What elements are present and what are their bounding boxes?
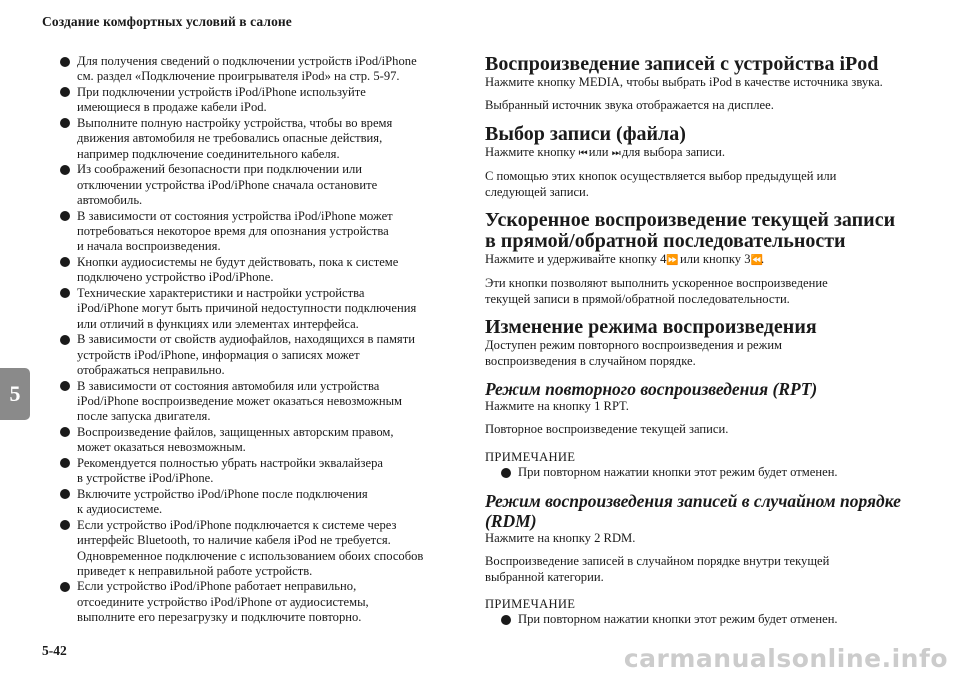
left-column (58, 54, 458, 626)
paragraph (485, 169, 925, 200)
bullet-line: может оказаться невозможным. (77, 440, 246, 455)
bullet-icon (60, 87, 70, 97)
paragraph: Нажмите на кнопку 2 RDM. (485, 530, 636, 545)
bullet-line: Одновременное подключение с использованием обоих способов (77, 548, 424, 563)
bullet-item (58, 85, 458, 116)
text-span: Нажмите и удерживайте кнопку 4 (485, 252, 667, 267)
bullet-line: отображаться неправильно. (77, 363, 225, 378)
note-label: ПРИМЕЧАНИЕ (485, 596, 576, 611)
bullet-line: В зависимости от свойств аудиофайлов, находящихся в памяти (77, 332, 415, 347)
bullet-line: Если устройство iPod/iPhone подключается к системе через (77, 517, 397, 532)
bullet-item (58, 255, 458, 286)
bullet-line: Воспроизведение файлов, защищенных авторским правом, (77, 424, 394, 439)
bullet-line: отсоедините устройство iPod/iPhone от аудиосистемы, (77, 594, 369, 609)
text-line: Воспроизведение записей в случайном порядке внутри текущей (485, 554, 830, 569)
text-span: Нажмите кнопку (485, 144, 576, 159)
paragraph: Выбранный источник звука отображается на дисплее. (485, 98, 774, 113)
note-text: При повторном нажатии кнопки этот режим будет отменен. (518, 612, 838, 627)
bullet-item (58, 162, 458, 208)
paragraph (485, 252, 925, 268)
chapter-number: 5 (9, 381, 21, 406)
bullet-line: в устройстве iPod/iPhone. (77, 471, 214, 486)
section-title-fast-playback (485, 210, 925, 252)
bullet-line: iPod/iPhone воспроизведение может оказаться невозможным (77, 393, 403, 408)
title-line: Ускоренное воспроизведение текущей записи (485, 209, 896, 232)
bullet-line: Из соображений безопасности при подключении или (77, 162, 363, 177)
bullet-icon (60, 118, 70, 128)
paragraph (485, 276, 925, 307)
page-header: Создание комфортных условий в салоне (42, 14, 292, 29)
rewind-icon: ⏪ (750, 255, 761, 267)
bullet-line: выполните его перезагрузку и подключите повторно. (77, 610, 362, 625)
bullet-line: или отличий в функциях или элементах интерфейса. (77, 316, 359, 331)
bullet-icon (60, 288, 70, 298)
bullet-line: В зависимости от состояния устройства iPod/iPhone может (77, 208, 393, 223)
note-text: При повторном нажатии кнопки этот режим будет отменен. (518, 465, 838, 480)
bullet-line: В зависимости от состояния автомобиля или устройства (77, 378, 380, 393)
text-span: или (588, 144, 609, 159)
bullet-icon (60, 57, 70, 67)
bullet-line: автомобиль. (77, 193, 143, 208)
bullet-line: Включите устройство iPod/iPhone после подключения (77, 486, 368, 501)
bullet-item (58, 487, 458, 518)
bullet-line: имеющиеся в продаже кабели iPod. (77, 100, 267, 115)
bullet-icon (60, 458, 70, 468)
bullet-line: Кнопки аудиосистемы не будут действовать, пока к системе (77, 254, 399, 269)
text-line: текущей записи в прямой/обратной последовательности. (485, 291, 790, 306)
bullet-icon (60, 381, 70, 391)
subsection-title-rdm (485, 491, 925, 531)
note-item (485, 612, 925, 627)
bullet-line: интерфейс Bluetooth, то наличие кабеля iPod не требуется. (77, 533, 391, 548)
paragraph: Нажмите кнопку MEDIA, чтобы выбрать iPod в качестве источника звука. (485, 75, 883, 89)
bullet-line: Для получения сведений о подключении устройств iPod/iPhone (77, 54, 417, 68)
bullet-item (58, 209, 458, 255)
bullet-icon (501, 615, 511, 625)
bullet-line: см. раздел «Подключение проигрывателя iPod» на стр. 5-97. (77, 69, 400, 84)
text-span: . (760, 252, 765, 267)
text-line: выбранной категории. (485, 569, 604, 584)
bullet-item (58, 332, 458, 378)
chapter-tab (0, 368, 30, 420)
bullet-icon (60, 520, 70, 530)
bullet-icon (60, 427, 70, 437)
bullet-line: и начала воспроизведения. (77, 239, 221, 254)
bullet-item (58, 54, 458, 85)
bullet-line: подключено устройство iPod/iPhone. (77, 270, 274, 285)
text-span: для выбора записи. (621, 144, 725, 159)
paragraph (485, 554, 925, 585)
paragraph (485, 338, 925, 369)
bullet-line: Выполните полную настройку устройства, чтобы во время (77, 115, 393, 130)
bullet-item (58, 116, 458, 162)
bullet-line: после запуска двигателя. (77, 409, 211, 424)
bullet-item (58, 518, 458, 580)
paragraph: Нажмите на кнопку 1 RPT. (485, 399, 629, 414)
fast-forward-icon: ⏩ (666, 255, 677, 267)
bullet-line: Рекомендуется полностью убрать настройки эквалайзера (77, 455, 383, 470)
bullet-icon (60, 165, 70, 175)
bullet-item (58, 579, 458, 625)
bullet-line: Технические характеристики и настройки устройства (77, 285, 365, 300)
bullet-line: движения автомобиля не требовались опасные действия, (77, 131, 383, 146)
section-title-ipod-playback: Воспроизведение записей с устройства iPod (485, 53, 879, 75)
bullet-line: отключении устройства iPod/iPhone сначала остановите (77, 177, 378, 192)
text-line: С помощью этих кнопок осуществляется выбор предыдущей или (485, 169, 837, 184)
title-line: (RDM) (485, 510, 537, 531)
prev-track-icon: ⏮ (578, 147, 586, 159)
title-line: в прямой/обратной последовательности (485, 230, 846, 253)
title-line: Режим воспроизведения записей в случайном порядке (485, 490, 901, 511)
bullet-line: iPod/iPhone могут быть причиной недоступности подключения (77, 301, 417, 316)
bullet-line: потребоваться некоторое время для опознания устройства (77, 223, 389, 238)
note-item (485, 465, 925, 480)
bullet-line: например подключение соединительного кабеля. (77, 146, 340, 161)
next-track-icon: ⏭ (611, 147, 619, 159)
bullet-icon (60, 211, 70, 221)
paragraph (485, 145, 925, 161)
text-line: следующей записи. (485, 184, 589, 199)
bullet-line: устройств iPod/iPhone, информация о записях может (77, 347, 360, 362)
bullet-icon (60, 335, 70, 345)
page-number: 5-42 (42, 643, 67, 658)
bullet-icon (60, 489, 70, 499)
bullet-line: Если устройство iPod/iPhone работает неправильно, (77, 579, 357, 594)
subsection-title-rpt: Режим повторного воспроизведения (RPT) (485, 379, 818, 400)
bullet-item (58, 425, 458, 456)
bullet-item (58, 456, 458, 487)
bullet-item (58, 286, 458, 332)
bullet-icon (60, 582, 70, 592)
text-line: Доступен режим повторного воспроизведения и режим (485, 338, 783, 353)
bullet-line: к аудиосистеме. (77, 502, 163, 517)
section-title-playback-mode: Изменение режима воспроизведения (485, 316, 817, 339)
note-label: ПРИМЕЧАНИЕ (485, 449, 576, 464)
text-line: Эти кнопки позволяют выполнить ускоренное воспроизведение (485, 276, 828, 291)
bullet-line: При подключении устройств iPod/iPhone используйте (77, 84, 366, 99)
right-column (485, 54, 925, 628)
bullet-icon (60, 257, 70, 267)
bullet-icon (501, 468, 511, 478)
section-title-track-select: Выбор записи (файла) (485, 122, 686, 145)
text-span: или кнопку 3 (680, 252, 751, 267)
paragraph: Повторное воспроизведение текущей записи. (485, 422, 729, 437)
text-line: воспроизведения в случайном порядке. (485, 353, 696, 368)
watermark: carmanualsonline.info (623, 644, 948, 673)
bullet-line: приведет к неправильной работе устройств. (77, 563, 313, 578)
bullet-item (58, 379, 458, 425)
